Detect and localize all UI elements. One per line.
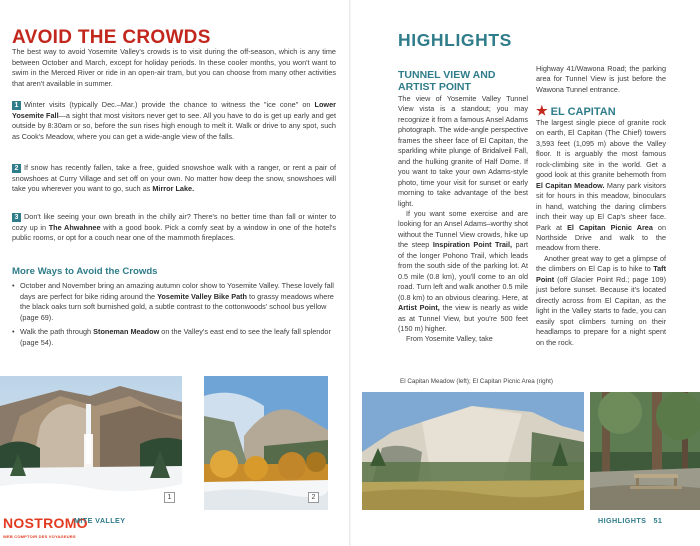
photo-number: 1 xyxy=(164,492,175,503)
photo-half-dome-autumn xyxy=(204,376,328,510)
capitan-paragraph-1: The largest single piece of granite rock on earth, El Capitan (The Chief) towers 3,593 feet (1,095 m) above the Valley floor. It is arguably the most famous rock-climbing site in the world. Get a good look at this granite behemoth from El Capitan Meadow. Many park visitors sit for hours in this meadow, binoculars in hand, watching the daring climbers inch their way up El Cap's sheer face. Park at El Capitan Picnic Area on Northside Drive and walk to the meadow from there. xyxy=(536,118,666,253)
photo-yosemite-falls xyxy=(0,376,182,510)
tip-1: 1 Winter visits (typically Dec.–Mar.) provide the chance to witness the "ice cone" on Lower Yosemite Fall—a sight that most visitors never get to see. All you have to do is get up early and get outside by 8:30am or so, before the sun rises high enough to melt it. Walk or drive to any spot, such as Cook's Meadow, where you can get a wide-angle view of the falls. xyxy=(12,100,336,142)
tip-number-badge: 3 xyxy=(12,213,21,222)
page-number: 51 xyxy=(653,516,663,525)
section-title-el-capitan: ★ EL CAPITAN xyxy=(536,103,616,118)
capitan-paragraph-2: Another great way to get a glimpse of the climbers on El Cap is to hike to Taft Point (off Glacier Point Rd.; page 109) just before sunset. Because it's located directly across from El Capitan, as the light in the Valley starts to fade, you can easily spot climbers turning on their headlamps to prepare for a night spent on the rock. xyxy=(536,253,666,347)
star-icon: ★ xyxy=(536,103,548,118)
tip-2: 2 If snow has recently fallen, take a free, guided snowshoe walk with a ranger, or rent a pair of snowshoes at Curry Village and set off on your own. No matter how deep the snow, snowshoes will take you wherever you want to go, such as Mirror Lake. xyxy=(12,163,336,194)
running-footer-left: MITE VALLEY xyxy=(74,516,126,525)
tunnel-paragraph-3: From Yosemite Valley, take xyxy=(406,334,493,344)
photo-el-capitan-picnic-area xyxy=(590,392,700,510)
section-title-tunnel-view: TUNNEL VIEW AND ARTIST POINT xyxy=(398,69,496,93)
tunnel-paragraph-1: The view of Yosemite Valley Tunnel View vista is a standout; you may recognize it from a famous Ansel Adams photograph. The wide-angle perspective frames the sheer face of El Capitan, the sparkling white plunge of Bridalveil Fall, and the hulking granite of Half Dome. If you want to take your own Adams-style photo, time your visit for sunset or early morning to take advantage of the best light. xyxy=(398,94,528,208)
book-gutter xyxy=(349,0,351,546)
photo-caption: El Capitan Meadow (left); El Capitan Picnic Area (right) xyxy=(400,378,553,385)
chapter-title-highlights: HIGHLIGHTS xyxy=(398,30,512,50)
tip-3: 3 Don't like seeing your own breath in the chilly air? There's no better time than fall or winter to cozy up in The Ahwahnee with a good book. Pick a comfy seat by a window in one of the hotel's public rooms, or opt for a couch near one of the mammoth fireplaces. xyxy=(12,212,336,243)
photo-el-capitan-meadow xyxy=(362,392,584,510)
section-title-avoid-crowds: AVOID THE CROWDS xyxy=(12,27,211,48)
tunnel-view-continued: Highway 41/Wawona Road; the parking area for Tunnel View is just before the Wawona Tunnel entrance. xyxy=(536,64,666,94)
nostromo-logo: NOSTROMO WEB COMPTOIR DES VOYAGEURS xyxy=(0,510,76,546)
tip-number-badge: 1 xyxy=(12,101,21,110)
list-item: • October and November bring an amazing autumn color show to Yosemite Valley. These lovely fall days are perfect for bike riding around the Yosemite Valley Bike Path to grassy meadows where the black oaks turn soft burnished gold, a subtle contrast to the cottonwoods' school bus yellow (page 69). xyxy=(12,281,336,324)
list-item: • Walk the path through Stoneman Meadow on the Valley's east end to see the leafy fall splendor (page 54). xyxy=(12,327,336,348)
tunnel-paragraph-2: If you want some exercise and are looking for an Ansel Adams–worthy shot without the Tunnel View crowds, hike up the steep Inspiration Point Trail, part of the longer Pohono Trail, which leads from the south side of the parking lot. At 0.5 mile (0.8 km), you'll come to an old road. Turn left and walk another 0.5 mile (0.8 km) to an obvious clearing. Here, at Artist Point, the view is nearly as wide as at Tunnel View, but you're 500 feet (150 m) higher. xyxy=(398,208,529,333)
el-capitan-column xyxy=(536,118,666,348)
more-ways-heading: More Ways to Avoid the Crowds xyxy=(12,266,158,277)
more-ways-list xyxy=(12,281,336,351)
tip-number-badge: 2 xyxy=(12,164,21,173)
photo-number: 2 xyxy=(308,492,319,503)
running-footer-right: HIGHLIGHTS 51 xyxy=(598,516,663,525)
intro-paragraph: The best way to avoid Yosemite Valley's crowds is to visit during the off-season, which is any time between October and March, except for holiday periods. In these cooler months, you won't want to swim in the Merced River or ride in an open-air tram, but you can choose from many other activities that aren't available in summer. xyxy=(12,47,336,89)
tunnel-view-column xyxy=(398,94,528,345)
